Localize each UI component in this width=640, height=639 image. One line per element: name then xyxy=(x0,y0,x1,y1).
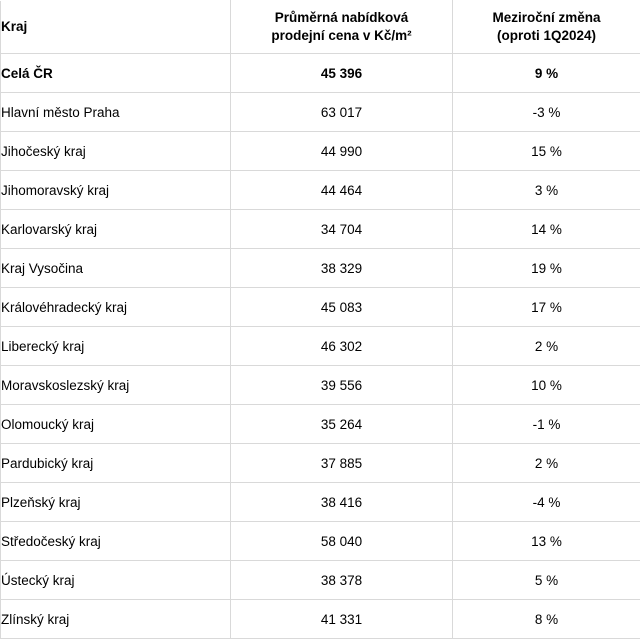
table-row xyxy=(1,405,640,444)
column-header-region-label: Kraj xyxy=(1,19,27,34)
cell-region: Jihomoravský kraj xyxy=(1,171,231,210)
cell-change: 19 % xyxy=(453,249,640,288)
cell-price: 35 264 xyxy=(231,405,453,444)
cell-region: Jihočeský kraj xyxy=(1,132,231,171)
cell-region: Plzeňský kraj xyxy=(1,483,231,522)
cell-price: 34 704 xyxy=(231,210,453,249)
column-header-price-line1: Průměrná nabídková xyxy=(231,9,452,27)
table-row xyxy=(1,561,640,600)
table-row xyxy=(1,288,640,327)
cell-price: 41 331 xyxy=(231,600,453,639)
table-row xyxy=(1,600,640,639)
cell-region: Moravskoslezský kraj xyxy=(1,366,231,405)
table-row xyxy=(1,132,640,171)
table-row xyxy=(1,366,640,405)
cell-price: 46 302 xyxy=(231,327,453,366)
cell-change: -3 % xyxy=(453,93,640,132)
cell-price: 44 990 xyxy=(231,132,453,171)
cell-change: 2 % xyxy=(453,444,640,483)
cell-change: 3 % xyxy=(453,171,640,210)
cell-price: 38 416 xyxy=(231,483,453,522)
column-header-change-line2: (oproti 1Q2024) xyxy=(453,27,640,45)
cell-change: 13 % xyxy=(453,522,640,561)
cell-region: Pardubický kraj xyxy=(1,444,231,483)
column-header-price xyxy=(231,1,453,54)
cell-change: 17 % xyxy=(453,288,640,327)
table-header-row xyxy=(1,1,640,54)
column-header-region xyxy=(1,1,231,54)
cell-region: Hlavní město Praha xyxy=(1,93,231,132)
cell-region: Ústecký kraj xyxy=(1,561,231,600)
table-row xyxy=(1,249,640,288)
cell-change: 5 % xyxy=(453,561,640,600)
table-row xyxy=(1,54,640,93)
cell-region: Královéhradecký kraj xyxy=(1,288,231,327)
cell-region: Středočeský kraj xyxy=(1,522,231,561)
table-body xyxy=(1,54,640,639)
cell-region: Karlovarský kraj xyxy=(1,210,231,249)
cell-change: 10 % xyxy=(453,366,640,405)
column-header-price-line2: prodejní cena v Kč/m² xyxy=(231,27,452,45)
cell-price: 45 083 xyxy=(231,288,453,327)
cell-price: 63 017 xyxy=(231,93,453,132)
cell-region: Kraj Vysočina xyxy=(1,249,231,288)
table-row xyxy=(1,444,640,483)
table-row xyxy=(1,93,640,132)
cell-change: -1 % xyxy=(453,405,640,444)
cell-region: Celá ČR xyxy=(1,54,231,93)
cell-region: Zlínský kraj xyxy=(1,600,231,639)
cell-price: 45 396 xyxy=(231,54,453,93)
cell-price: 44 464 xyxy=(231,171,453,210)
cell-price: 37 885 xyxy=(231,444,453,483)
table-row xyxy=(1,327,640,366)
column-header-change-line1: Meziroční změna xyxy=(453,9,640,27)
cell-price: 39 556 xyxy=(231,366,453,405)
table-row xyxy=(1,210,640,249)
table-row xyxy=(1,171,640,210)
column-header-change xyxy=(453,1,640,54)
cell-change: 2 % xyxy=(453,327,640,366)
cell-price: 38 378 xyxy=(231,561,453,600)
cell-change: 15 % xyxy=(453,132,640,171)
cell-change: 8 % xyxy=(453,600,640,639)
cell-price: 58 040 xyxy=(231,522,453,561)
cell-change: 14 % xyxy=(453,210,640,249)
table-row xyxy=(1,522,640,561)
table-row xyxy=(1,483,640,522)
cell-region: Liberecký kraj xyxy=(1,327,231,366)
cell-change: 9 % xyxy=(453,54,640,93)
cell-region: Olomoucký kraj xyxy=(1,405,231,444)
cell-price: 38 329 xyxy=(231,249,453,288)
table-header xyxy=(1,1,640,54)
cell-change: -4 % xyxy=(453,483,640,522)
